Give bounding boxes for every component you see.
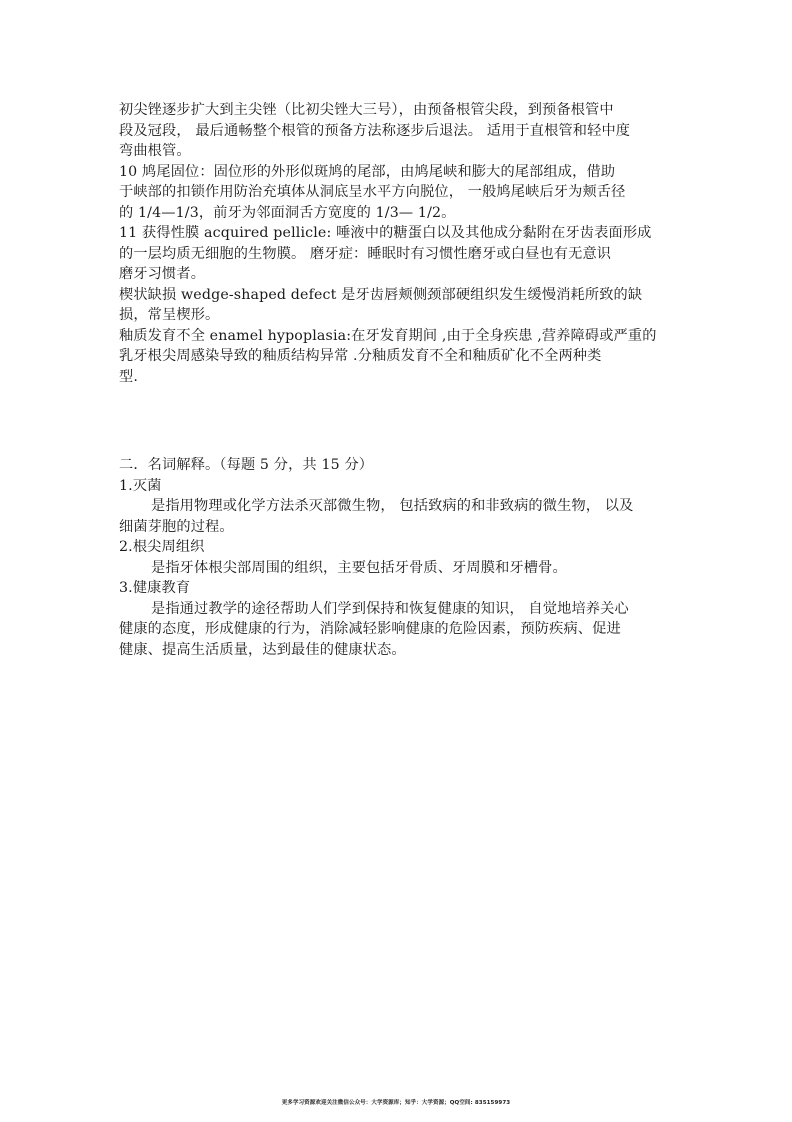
term-definition-line: 是指牙体根尖部周围的组织，主要包括牙骨质、牙周膜和牙槽骨。 [151,559,567,576]
text-line: 的一层均质无细胞的生物膜。 磨牙症：睡眠时有习惯性磨牙或白昼也有无意识 [119,245,612,262]
text-line: 段及冠段， 最后通畅整个根管的预备方法称逐步后退法。 适用于直根管和轻中度 [119,122,631,139]
text-line: 型. [119,368,138,385]
term-definition-line: 是指通过教学的途径帮助人们学到保持和恢复健康的知识， 自觉地培养关心 [151,600,629,617]
text-line: 磨牙习惯者。 [119,266,206,282]
text-line: 于峡部的扣锁作用防治充填体从洞底呈水平方向脱位， 一般鸠尾峡后牙为颊舌径 [119,184,626,200]
text-line: 初尖锉逐步扩大到主尖锉（比初尖锉大三号），由预备根管尖段，到预备根管中 [119,102,614,118]
text-line: 楔状缺损 wedge-shaped defect 是牙齿唇颊侧颈部硬组织发生缓慢消耗所致的缺 [119,286,643,303]
text-line: 10 鸠尾固位：固位形的外形似斑鸠的尾部，由鸠尾峡和膨大的尾部组成，借助 [119,163,616,180]
text-line: 乳牙根尖周感染导致的釉质结构异常 .分釉质发育不全和釉质矿化不全两种类 [119,348,602,364]
term-title: 1.灭菌 [119,477,162,494]
text-line: 的 1/4—1/3，前牙为邻面洞舌方宽度的 1/3— 1/2。 [119,204,456,221]
term-definition-line: 健康的态度，形成健康的行为，消除减轻影响健康的危险因素，预防疾病、促进 [119,621,621,637]
text-line: 弯曲根管。 [119,143,191,159]
answer-text-block [119,100,679,387]
term-definition-line: 是指用物理或化学方法杀灭部微生物， 包括致病的和非致病的微生物， 以及 [151,498,634,514]
text-line: 损，常呈楔形。 [119,307,220,323]
term-title: 3.健康教育 [119,580,191,596]
section-term-definitions [119,455,679,660]
term-definition-line: 健康、提高生活质量，达到最佳的健康状态。 [119,641,406,658]
text-line: 11 获得性膜 acquired pellicle: 唾液中的糖蛋白以及其他成分黏附在牙齿表面形成 [119,225,652,241]
term-title: 2.根尖周组织 [119,539,205,555]
page-footer: 更多学习资源欢迎关注微信公众号：大学资源库；知乎：大学资源；QQ空间: 835159973 [281,1100,511,1106]
section-heading: 二．名词解释。（每题 5 分，共 15 分） [119,457,374,473]
term-definition-line: 细菌芽胞的过程。 [119,518,234,535]
text-line: 釉质发育不全 enamel hypoplasia:在牙发育期间 ,由于全身疾患 ,营养障碍或严重的 [119,327,657,344]
